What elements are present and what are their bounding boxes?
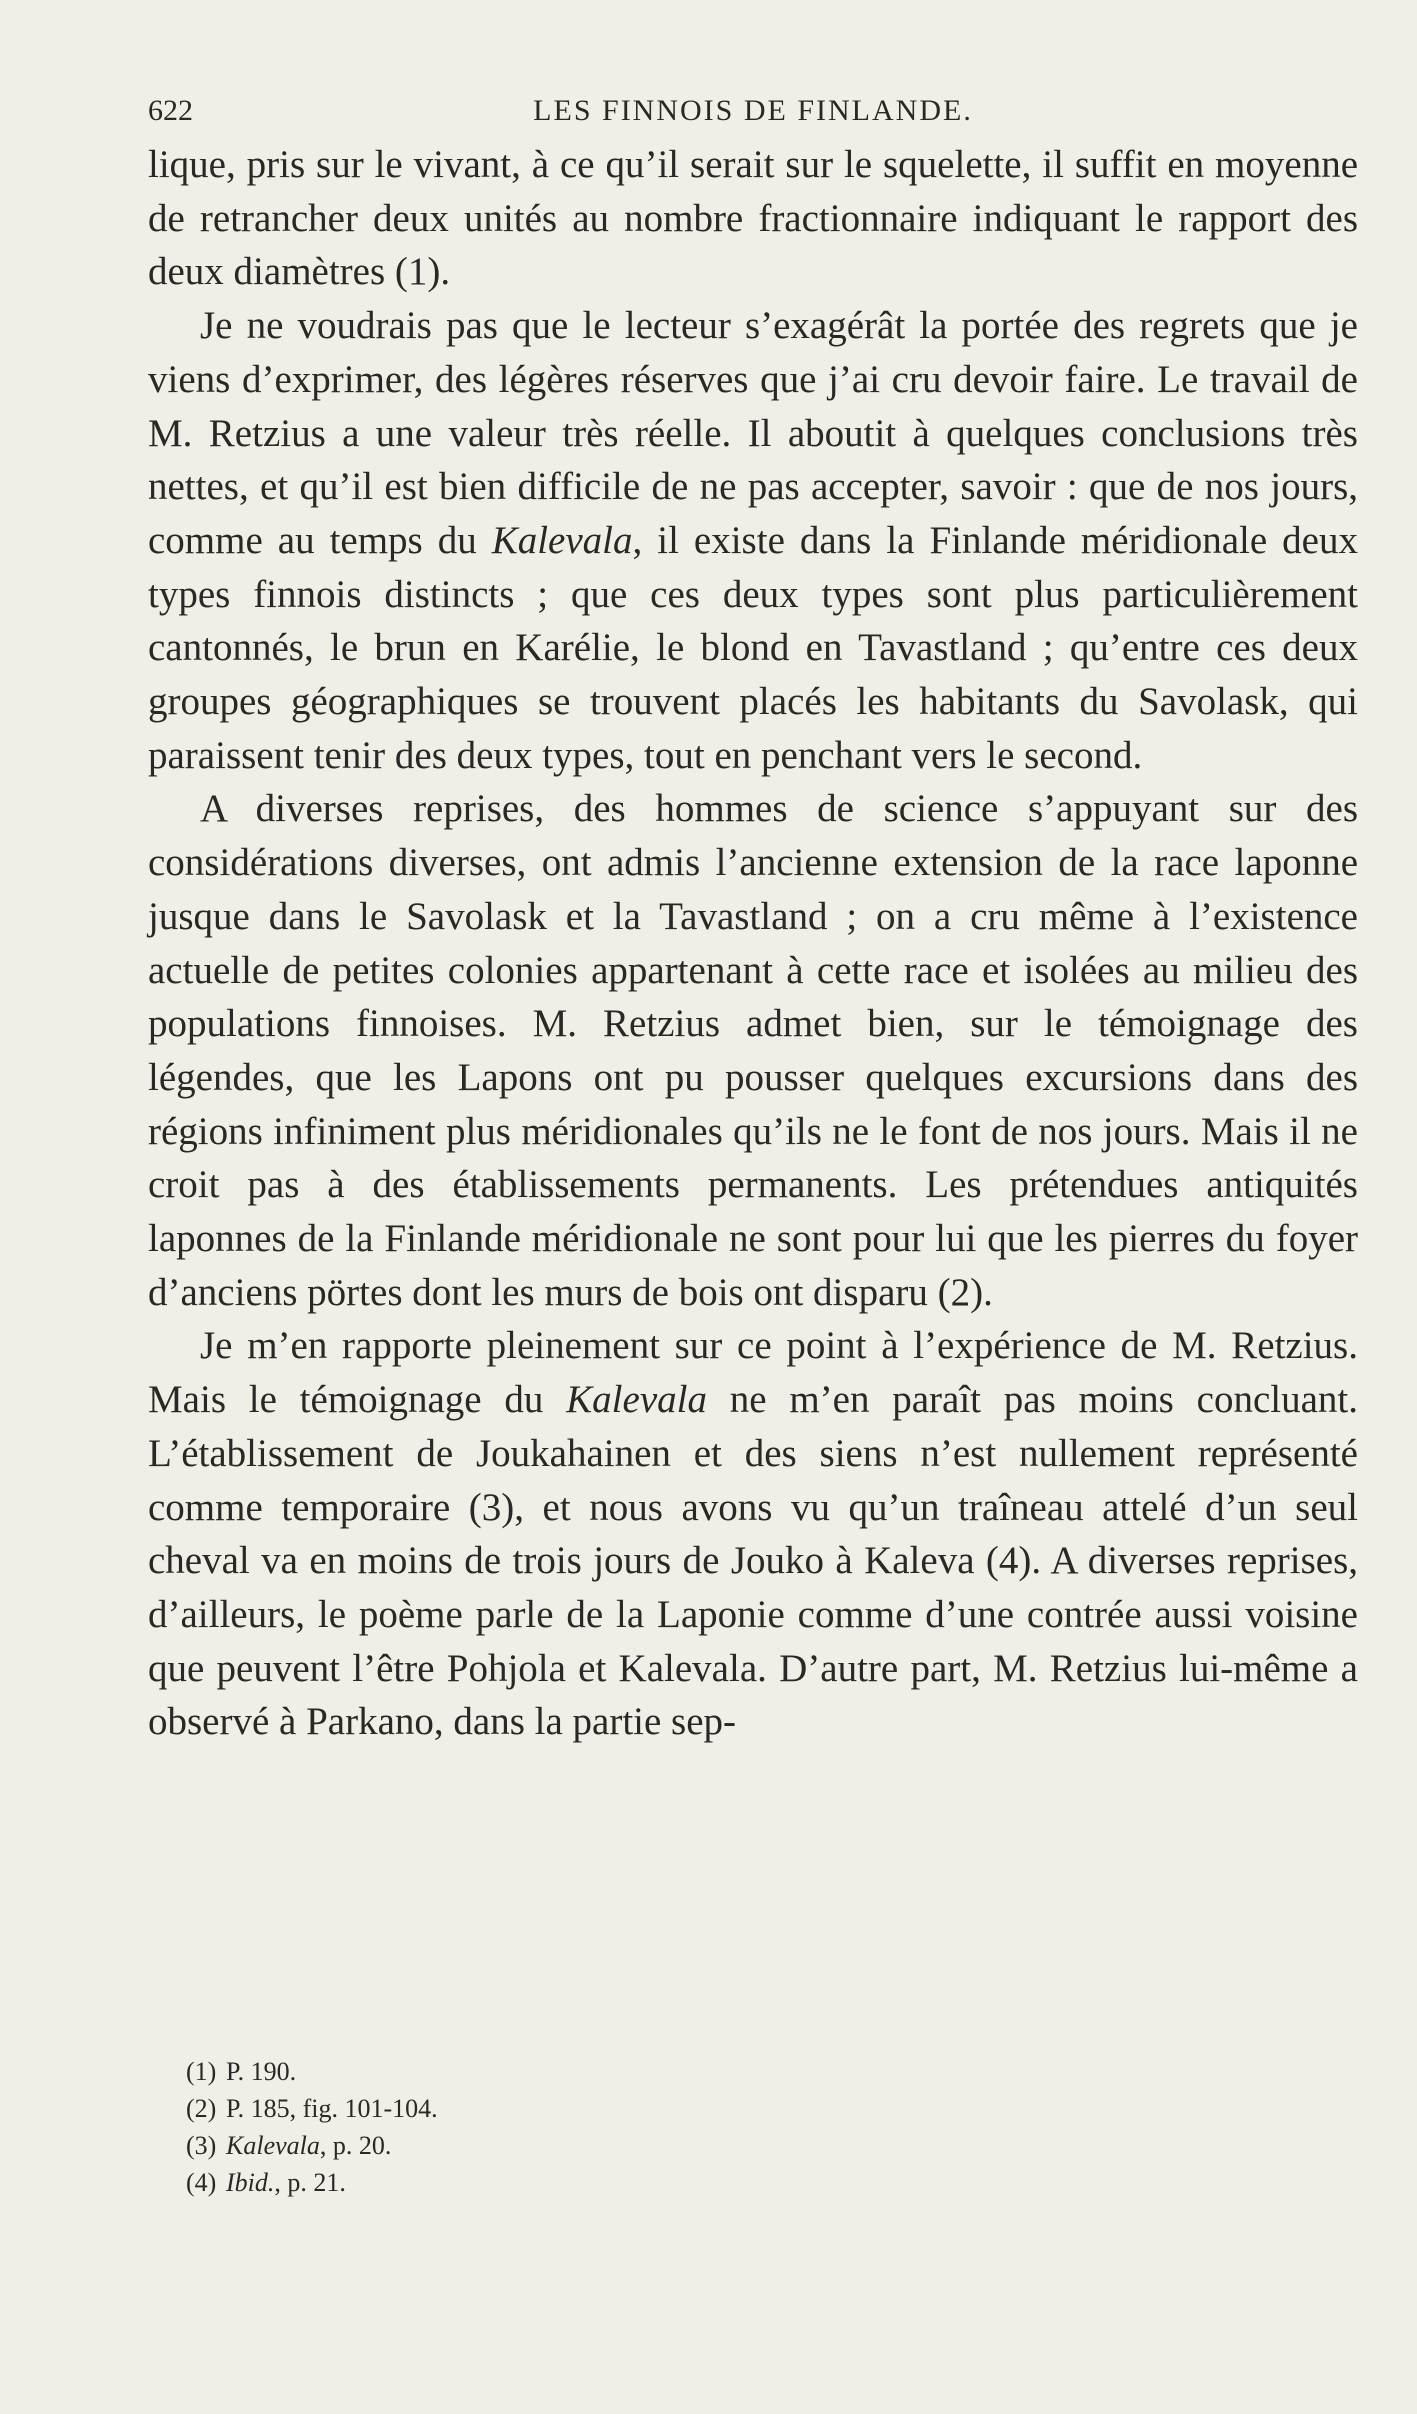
page-number: 622 xyxy=(148,94,193,127)
footnote-text: , p. 21. xyxy=(274,2168,346,2197)
footnote-italic: Kalevala xyxy=(226,2131,320,2160)
paragraph-text: Je m’en rapporte pleinement sur ce point à l’expérience de M. Retzius. Mais le témoignage du xyxy=(148,1324,1358,1422)
footnote-mark: (1) xyxy=(186,2057,217,2086)
paragraph-text: , il existe dans la Finlande méridionale deux types finnois distincts ; que ces deux types sont plus particulièrement cantonnés, le brun en Karélie, le blond en Tavastland ; qu’entre ces deux groupes géographiques se trouvent placés les habitants du Savolask, qui paraissent tenir des deux types, tout en penchant vers le second. xyxy=(148,518,1358,777)
paragraph xyxy=(148,1319,1358,1749)
paragraph-text: A diverses reprises, des hommes de science s’appuyant sur des considérations diverses, ont admis l’ancienne extension de la race laponne jusque dans le Savolask et la Tavastland ; on a cru même à l’existence actuelle de petites colonies appartenant à cette race et isolées au milieu des populations finnoises. M. Retzius admet bien, sur le témoignage des légendes, que les Lapons ont pu pousser quelques excursions dans des régions infiniment plus méridionales qu’ils ne le font de nos jours. Mais il ne croit pas à des établissements permanents. Les prétendues antiquités laponnes de la Finlande méridionale ne sont pour lui que les pierres du foyer d’anciens pörtes dont les murs de bois ont disparu (2). xyxy=(148,787,1358,1314)
italic-title: Kalevala xyxy=(491,518,633,562)
footnote-text: , p. 20. xyxy=(319,2131,392,2160)
body-text xyxy=(148,138,1358,1749)
paragraph xyxy=(148,782,1358,1319)
paragraph xyxy=(148,299,1358,782)
footnote-mark: (4) xyxy=(186,2168,217,2197)
footnotes xyxy=(186,2053,1086,2201)
paragraph-text: lique, pris sur le vivant, à ce qu’il serait sur le squelette, il suffit en moyenne de retrancher deux unités au nombre fractionnaire indiquant le rapport des deux diamètres (1). xyxy=(148,143,1358,294)
paragraph-text: Je ne voudrais pas que le lecteur s’exagérât la portée des regrets que je viens d’exprimer, des légères réserves que j’ai cru devoir faire. Le travail de M. Retzius a une valeur très réelle. Il aboutit à quelques conclusions très nettes, et qu’il est bien difficile de ne pas accepter, savoir : que de nos jours, comme au temps du xyxy=(148,304,1358,562)
running-title: LES FINNOIS DE FINLANDE. xyxy=(533,94,973,127)
footnote xyxy=(186,2127,1086,2164)
paragraph-text: ne m’en paraît pas moins concluant. L’établissement de Joukahainen et des siens n’est nullement représenté comme temporaire (3), et nous avons vu qu’un traîneau attelé d’un seul cheval va en moins de trois jours de Jouko à Kaleva (4). A diverses reprises, d’ailleurs, le poème parle de la Laponie comme d’une contrée aussi voisine que peuvent l’être Pohjola et Kalevala. D’autre part, M. Retzius lui-même a observé à Parkano, dans la partie sep- xyxy=(148,1378,1358,1744)
footnote-italic: Ibid. xyxy=(226,2168,275,2197)
footnote xyxy=(186,2164,1086,2201)
footnote-text: P. 190. xyxy=(226,2057,297,2086)
italic-title: Kalevala xyxy=(566,1378,707,1422)
footnote-mark: (2) xyxy=(186,2094,217,2123)
footnote xyxy=(186,2090,1086,2127)
footnote xyxy=(186,2053,1086,2090)
footnote-mark: (3) xyxy=(186,2131,217,2160)
paragraph xyxy=(148,138,1358,299)
page-header xyxy=(148,94,1358,134)
footnote-text: P. 185, fig. 101-104. xyxy=(226,2094,438,2123)
